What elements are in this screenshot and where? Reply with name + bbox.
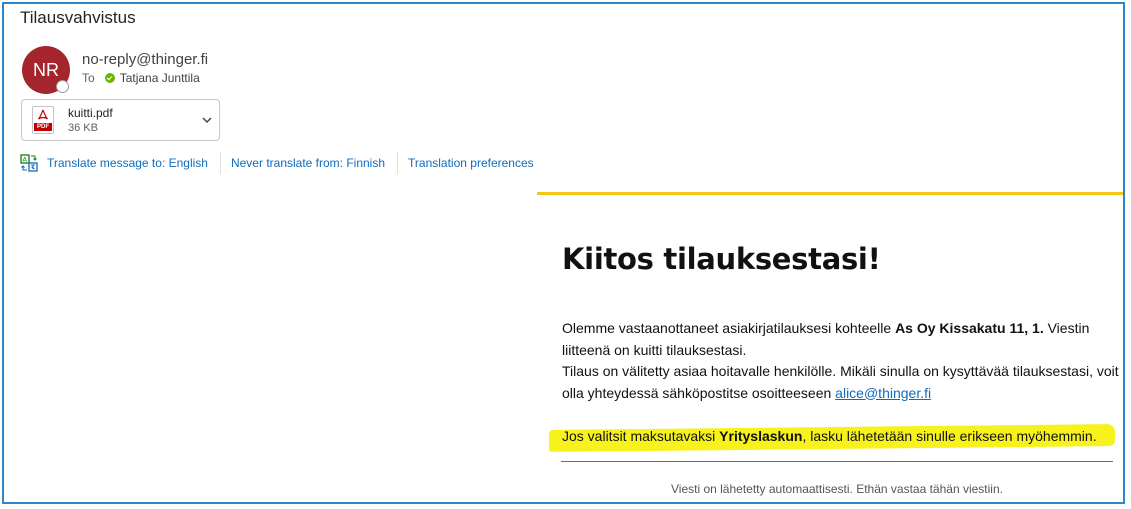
attachment-card[interactable]: [21, 99, 220, 141]
paragraph-order-received: [562, 318, 1122, 361]
presence-status-icon: [56, 80, 69, 93]
recipient-line: [82, 71, 200, 85]
highlighted-invoice-note: [549, 426, 1115, 450]
footer-divider: [561, 461, 1113, 462]
invoice-note-prefix: Jos valitsit maksutavaksi: [562, 428, 720, 444]
attachment-size: 36 KB: [68, 122, 98, 134]
para1-suffix: Viestin liitteenä on kuitti tilauksestasi.: [562, 320, 1090, 358]
accent-bar: [537, 192, 1123, 195]
never-translate-link[interactable]: Never translate from: Finnish: [230, 156, 386, 170]
invoice-method: Yrityslaskun: [719, 428, 803, 444]
svg-text:A: A: [22, 155, 27, 164]
translate-icon: [20, 154, 38, 172]
message-headline: Kiitos tilauksestasi!: [562, 242, 881, 276]
property-name: As Oy Kissakatu 11, 1.: [895, 320, 1044, 336]
para1-text: Olemme vastaanottaneet asiakirjatilauksesi kohteelle: [562, 320, 896, 336]
to-label: To: [82, 71, 95, 85]
invoice-note-text: [562, 428, 1097, 444]
para2-text: Tilaus on välitetty asiaa hoitavalle henkilölle. Mikäli sinulla on kysyttävää tilauksestasi, voit olla yhteydessä sähköpostitse osoitteeseen: [562, 363, 1119, 401]
divider: [220, 152, 221, 174]
verified-check-icon: [105, 73, 115, 83]
attachment-filename: kuitti.pdf: [68, 106, 113, 120]
sender-address[interactable]: no-reply@thinger.fi: [82, 51, 209, 68]
contact-email-link[interactable]: alice@thinger.fi: [835, 384, 932, 401]
automated-message-note: Viesti on lähetetty automaattisesti. Ethän vastaa tähän viestiin.: [671, 482, 1003, 496]
sender-avatar[interactable]: NR: [22, 46, 70, 94]
translate-message-link[interactable]: Translate message to: English: [47, 156, 208, 170]
chevron-down-icon[interactable]: [201, 114, 213, 126]
paragraph-contact: [562, 361, 1122, 404]
invoice-note-suffix: , lasku lähetetään sinulle erikseen myöhemmin.: [802, 428, 1097, 444]
message-body: [562, 318, 1122, 404]
translation-preferences-link[interactable]: Translation preferences: [408, 156, 534, 170]
email-subject: Tilausvahvistus: [20, 8, 136, 27]
divider: [397, 152, 398, 174]
pdf-type-tag: PDF: [34, 123, 52, 131]
translation-bar: [20, 152, 534, 174]
recipient-name[interactable]: Tatjana Junttila: [119, 71, 200, 85]
pdf-file-icon: [32, 106, 54, 134]
